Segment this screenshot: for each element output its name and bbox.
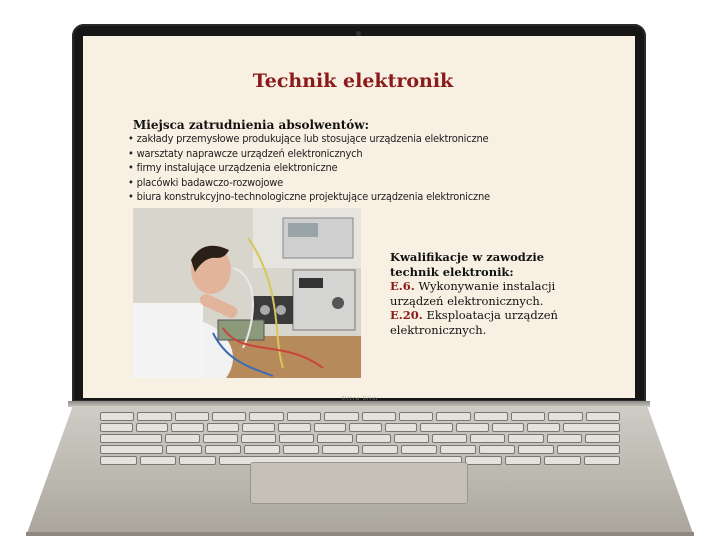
qualification-text: Wykonywanie instalacji urządzeń elektronicznych. [390, 279, 556, 308]
qualification-code: E.20. [390, 308, 423, 322]
keyboard-row [100, 434, 620, 443]
key [165, 434, 200, 443]
key [205, 445, 241, 454]
key [492, 423, 525, 432]
key [100, 412, 134, 421]
key [432, 434, 467, 443]
key [324, 412, 358, 421]
qualification-code: E.6. [390, 279, 415, 293]
touchpad [250, 462, 468, 504]
key [207, 423, 240, 432]
key [317, 434, 352, 443]
key [278, 423, 311, 432]
backspace-key [563, 423, 620, 432]
key [420, 423, 453, 432]
key [100, 456, 137, 465]
list-item: • biura konstrukcyjno-technologiczne projektujące urządzenia elektroniczne [128, 190, 490, 205]
keyboard-row [100, 445, 620, 454]
key [314, 423, 347, 432]
laptop-brand-label: Ultra Slim [341, 396, 379, 402]
key [547, 434, 582, 443]
key [242, 423, 275, 432]
qualifications-block [390, 250, 580, 337]
qualification-text: Eksploatacja urządzeń elektronicznych. [390, 308, 558, 337]
key [544, 456, 581, 465]
key [440, 445, 476, 454]
key [508, 434, 543, 443]
key [584, 456, 621, 465]
key [244, 445, 280, 454]
key [322, 445, 358, 454]
keyboard-row [100, 423, 620, 432]
key [527, 423, 560, 432]
qualifications-heading-line1: Kwalifikacje w zawodzie [390, 250, 545, 264]
key [137, 412, 171, 421]
employment-list [128, 132, 490, 205]
tab-key [100, 434, 162, 443]
key [465, 456, 502, 465]
list-item: • zakłady przemysłowe produkujące lub stosujące urządzenia elektroniczne [128, 132, 490, 147]
caps-key [100, 445, 163, 454]
key [203, 434, 238, 443]
key [401, 445, 437, 454]
key [479, 445, 515, 454]
laptop-base-edge [26, 532, 694, 536]
key [136, 423, 169, 432]
key [212, 412, 246, 421]
laptop-lid [72, 24, 646, 402]
key [385, 423, 418, 432]
key [171, 423, 204, 432]
list-item: • placówki badawczo-rozwojowe [128, 176, 490, 191]
qualifications-heading-line2: technik elektronik: [390, 264, 514, 279]
key [436, 412, 470, 421]
key [518, 445, 554, 454]
key [241, 434, 276, 443]
key [287, 412, 321, 421]
key [179, 456, 216, 465]
key [166, 445, 202, 454]
key [362, 412, 396, 421]
key [470, 434, 505, 443]
key [249, 412, 283, 421]
keyboard [100, 412, 620, 464]
key [279, 434, 314, 443]
key [585, 434, 620, 443]
key [505, 456, 542, 465]
key [474, 412, 508, 421]
slide-title: Technik elektronik [252, 70, 454, 92]
key [100, 423, 133, 432]
key [362, 445, 398, 454]
qualification-item [390, 308, 580, 337]
enter-key [557, 445, 620, 454]
key [586, 412, 620, 421]
laptop-screen [83, 36, 635, 398]
key [511, 412, 545, 421]
key [456, 423, 489, 432]
key [140, 456, 177, 465]
key [349, 423, 382, 432]
key [399, 412, 433, 421]
key [283, 445, 319, 454]
employment-heading: Miejsca zatrudnienia absolwentów: [133, 118, 370, 132]
key [394, 434, 429, 443]
key [548, 412, 582, 421]
qualification-item [390, 279, 580, 308]
list-item: • warsztaty naprawcze urządzeń elektronicznych [128, 147, 490, 162]
key [175, 412, 209, 421]
list-item: • firmy instalujące urządzenia elektroniczne [128, 161, 490, 176]
keyboard-row [100, 412, 620, 421]
student-soldering-electronics-photo [133, 208, 361, 378]
key [356, 434, 391, 443]
